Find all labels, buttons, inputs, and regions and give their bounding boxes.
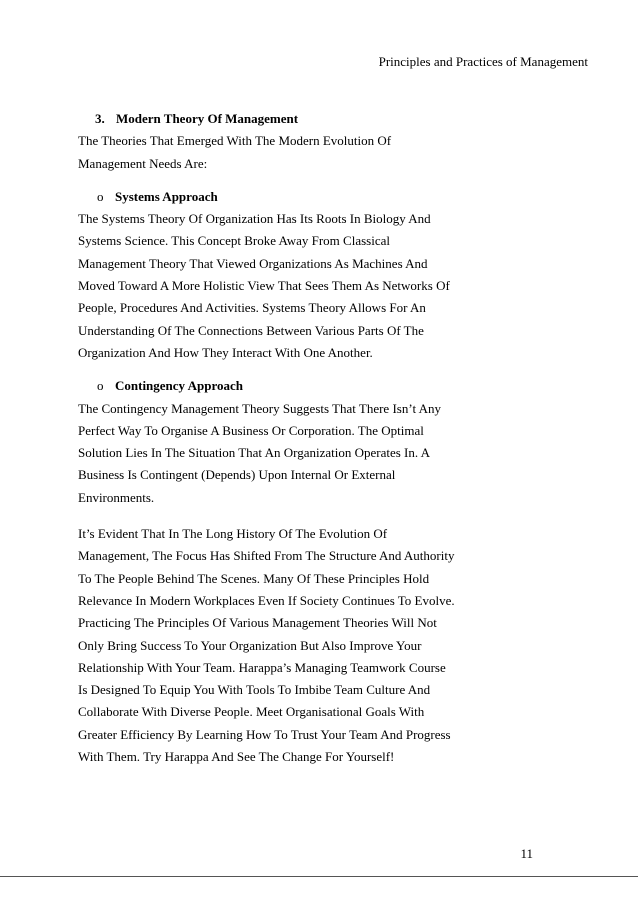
paragraph-line: Understanding Of The Connections Between Various Parts Of The	[78, 322, 424, 338]
bullet-icon: o	[97, 378, 104, 394]
footer-divider	[0, 876, 638, 877]
running-header: Principles and Practices of Management	[378, 54, 588, 69]
intro-line: Management Needs Are:	[78, 155, 208, 171]
conclusion-line: Only Bring Success To Your Organization But Also Improve Your	[78, 637, 422, 653]
paragraph-line: Moved Toward A More Holistic View That Sees Them As Networks Of	[78, 278, 450, 294]
conclusion-line: Greater Efficiency By Learning How To Trust Your Team And Progress	[78, 726, 451, 742]
conclusion-line: It’s Evident That In The Long History Of The Evolution Of	[78, 526, 388, 542]
page-body	[78, 108, 478, 768]
page-number: 11	[520, 846, 533, 861]
conclusion-line: Relationship With Your Team. Harappa’s Managing Teamwork Course	[78, 659, 446, 675]
conclusion-line: With Them. Try Harappa And See The Change For Yourself!	[78, 749, 395, 765]
intro-line: The Theories That Emerged With The Modern Evolution Of	[78, 133, 392, 149]
conclusion-line: Management, The Focus Has Shifted From The Structure And Authority	[78, 548, 455, 564]
conclusion-line: Relevance In Modern Workplaces Even If Society Continues To Evolve.	[78, 592, 455, 608]
paragraph-line: The Contingency Management Theory Suggests That There Isn’t Any	[78, 400, 441, 416]
section-number: 3.	[95, 111, 105, 126]
section-heading	[78, 108, 478, 130]
subsection-heading-contingency	[78, 375, 478, 397]
conclusion-line: Is Designed To Equip You With Tools To Imbibe Team Culture And	[78, 682, 431, 698]
bullet-icon: o	[97, 188, 104, 204]
conclusion-line: Practicing The Principles Of Various Management Theories Will Not	[78, 615, 437, 631]
paragraph-line: Solution Lies In The Situation That An Organization Operates In. A	[78, 445, 431, 461]
subsection-heading-systems	[78, 186, 478, 208]
paragraph-line: The Systems Theory Of Organization Has Its Roots In Biology And	[78, 211, 431, 227]
paragraph-line: People, Procedures And Activities. Systems Theory Allows For An	[78, 300, 426, 316]
section-title: Modern Theory Of Management	[116, 111, 299, 126]
paragraph-line: Management Theory That Viewed Organizations As Machines And	[78, 255, 428, 271]
subsection-title: Systems Approach	[115, 188, 218, 204]
paragraph-line: Organization And How They Interact With One Another.	[78, 344, 373, 360]
conclusion-line: Collaborate With Diverse People. Meet Organisational Goals With	[78, 704, 425, 720]
subsection-title: Contingency Approach	[115, 378, 243, 394]
paragraph-line: Systems Science. This Concept Broke Away From Classical	[78, 233, 390, 249]
paragraph-line: Business Is Contingent (Depends) Upon Internal Or External	[78, 467, 396, 483]
paragraph-line: Environments.	[78, 489, 155, 505]
paragraph-line: Perfect Way To Organise A Business Or Corporation. The Optimal	[78, 422, 424, 438]
conclusion-line: To The People Behind The Scenes. Many Of These Principles Hold	[78, 570, 430, 586]
